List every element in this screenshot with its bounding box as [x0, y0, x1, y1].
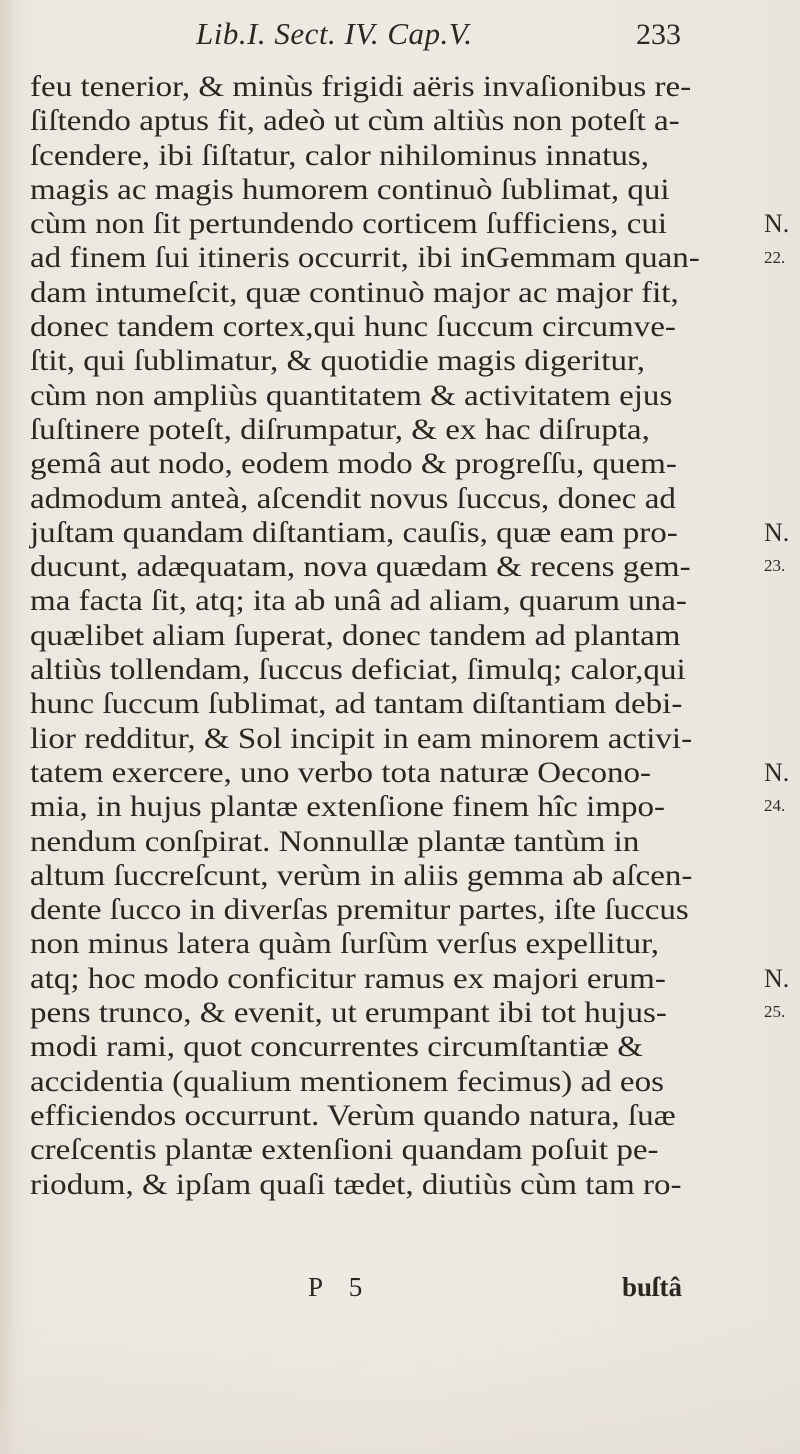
text-line: [30, 139, 760, 173]
text-line: [30, 756, 760, 790]
text-line-content: donec tandem cortex,qui hunc ſuccum circumve-: [30, 311, 676, 344]
text-line-content: feu tenerior, & minùs frigidi aëris invaſionibus re-: [30, 71, 692, 103]
text-line-content: ſtit, qui ſublimatur, & quotidie magis digeritur,: [30, 345, 645, 378]
margin-note: 22.: [764, 247, 786, 267]
margin-note: N.: [764, 209, 790, 239]
text-line: [30, 241, 760, 275]
text-line-content: efficiendos occurrunt. Verùm quando natura, ſuæ: [30, 1099, 676, 1132]
text-line-content: ſcendere, ibi ſiſtatur, calor nihilominus innatus,: [30, 139, 649, 172]
text-line: [30, 1099, 760, 1133]
text-line: [30, 482, 760, 516]
text-line: [30, 722, 760, 756]
text-line-content: hunc ſuccum ſublimat, ad tantam diſtantiam debi-: [30, 688, 683, 721]
margin-note: N.: [764, 963, 790, 993]
text-line: [30, 962, 760, 996]
text-line-content: ma facta ſit, atq; ita ab unâ ad aliam, quarum una-: [30, 585, 687, 618]
text-line: [30, 207, 760, 241]
text-line-content: gemâ aut nodo, eodem modo & progreſſu, quem-: [30, 448, 677, 481]
text-line: [30, 859, 760, 893]
text-line: [30, 1065, 760, 1099]
text-line-content: juſtam quandam diſtantiam, cauſis, quæ eam pro-: [30, 516, 678, 549]
text-line: [30, 893, 760, 927]
text-line-content: altiùs tollendam, ſuccus deficiat, ſimulq; calor,qui: [30, 654, 686, 687]
text-line: [30, 1030, 760, 1064]
text-line: [30, 550, 760, 584]
text-line-content: ad finem ſui itineris occurrit, ibi inGemmam quan-: [30, 242, 700, 275]
signature-mark: P 5: [308, 1272, 373, 1302]
text-line: [30, 1133, 760, 1167]
text-line: [30, 516, 760, 550]
text-line-content: nendum conſpirat. Nonnullæ plantæ tantùm in: [30, 825, 640, 858]
text-line-content: pens trunco, & evenit, ut erumpant ibi tot hujus-: [30, 997, 667, 1030]
margin-note: 23.: [764, 556, 786, 576]
text-line: [30, 70, 760, 104]
lower-margin: [0, 1320, 800, 1454]
text-line-content: ſiſtendo aptus fit, adeò ut cùm altiùs non poteſt a-: [30, 105, 680, 138]
margin-note: 24.: [764, 796, 786, 816]
running-head: Lib.I. Sect. IV. Cap.V.: [196, 16, 473, 51]
margin-note: N.: [764, 517, 790, 547]
text-line-content: ſuſtinere poteſt, diſrumpatur, & ex hac diſrupta,: [30, 413, 650, 446]
text-line: [30, 413, 760, 447]
text-line-content: admodum anteà, aſcendit novus ſuccus, donec ad: [30, 482, 676, 515]
page-header: [0, 14, 800, 62]
text-line-content: mia, in hujus plantæ extenſione finem hîc impo-: [30, 791, 665, 824]
text-line: [30, 310, 760, 344]
margin-note: 25.: [764, 1002, 786, 1022]
text-line-content: non minus latera quàm ſurſùm verſus expellitur,: [30, 928, 660, 961]
text-line: [30, 276, 760, 310]
catchword: buſtâ: [622, 1272, 683, 1302]
text-line: [30, 1168, 760, 1202]
page-number: 233: [636, 18, 681, 51]
text-line-content: lior redditur, & Sol incipit in eam minorem activi-: [30, 722, 693, 755]
text-line: [30, 173, 760, 207]
text-line-content: altum ſuccreſcunt, verùm in aliis gemma ab aſcen-: [30, 859, 693, 892]
page-fold-shadow: [0, 0, 14, 1454]
text-line-content: dam intumeſcit, quæ continuò major ac major fit,: [30, 276, 679, 309]
margin-note: N.: [764, 758, 790, 787]
body-text: [30, 70, 760, 1202]
text-line: [30, 584, 760, 618]
text-line-content: atq; hoc modo conficitur ramus ex majori erum-: [30, 962, 666, 995]
text-line: [30, 996, 760, 1030]
text-line-content: cùm non ſit pertundendo corticem ſufficiens, cui: [30, 208, 668, 241]
text-line: [30, 790, 760, 824]
text-line: [30, 379, 760, 413]
text-line: [30, 104, 760, 138]
text-line: [30, 619, 760, 653]
text-line-content: creſcentis plantæ extenſioni quandam poſuit pe-: [30, 1134, 659, 1167]
text-line: [30, 447, 760, 481]
text-line: [30, 687, 760, 721]
text-line: [30, 927, 760, 961]
text-line-content: accidentia (qualium mentionem fecimus) ad eos: [30, 1065, 664, 1098]
page-footer: [0, 1272, 800, 1312]
text-line-content: ducunt, adæquatam, nova quædam & recens gem-: [30, 551, 691, 584]
text-line-content: riodum, & ipſam quaſi tædet, diutiùs cùm tam ro-: [30, 1168, 682, 1201]
text-line-content: modi rami, quot concurrentes circumſtantiæ &: [30, 1031, 643, 1064]
text-line-content: cùm non ampliùs quantitatem & activitatem ejus: [30, 379, 673, 412]
text-line: [30, 653, 760, 687]
text-line-content: dente ſucco in diverſas premitur partes, iſte ſuccus: [30, 894, 689, 927]
text-line-content: magis ac magis humorem continuò ſublimat, qui: [30, 173, 670, 206]
text-line: [30, 344, 760, 378]
text-line-content: quælibet aliam ſuperat, donec tandem ad plantam: [30, 619, 681, 652]
text-line-content: tatem exercere, uno verbo tota naturæ Oecono-: [30, 756, 652, 789]
text-line: [30, 825, 760, 859]
